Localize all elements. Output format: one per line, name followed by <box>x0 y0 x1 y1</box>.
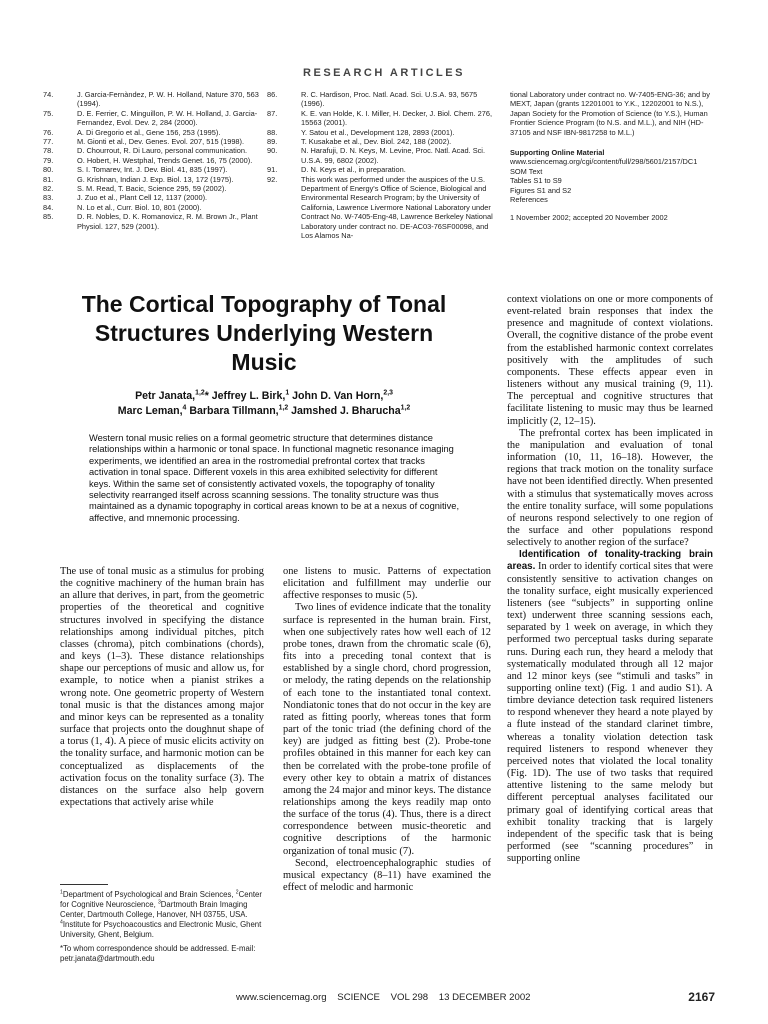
reference-text: N. Harafuji, D. N. Keys, M. Levine, Proc. Natl. Acad. Sci. U.S.A. 99, 6802 (2002). <box>301 146 486 165</box>
reference-entry <box>267 174 496 241</box>
reference-entry <box>43 174 270 184</box>
reference-text: Y. Satou et al., Development 128, 2893 (2001). <box>301 127 455 137</box>
reference-entry <box>267 165 496 175</box>
reference-number: 75. <box>43 108 54 118</box>
correspondence-note: *To whom correspondence should be addressed. E-mail: petr.janata@dartmouth.edu <box>60 944 256 963</box>
reference-text: G. Krishnan, Indian J. Exp. Biol. 13, 172 (1975). <box>77 174 234 184</box>
reference-number: 79. <box>43 155 54 165</box>
reference-entry <box>43 90 270 109</box>
footer-journal-line: www.sciencemag.org SCIENCE VOL 298 13 DECEMBER 2002 <box>236 992 531 1003</box>
reference-text: S. I. Tomarev, Int. J. Dev. Biol. 41, 835 (1997). <box>77 165 228 175</box>
body-paragraph: context violations on one or more components of event-related brain responses that index the presence and magnitude of context violations. Overall, the cognitive distance of the probe event from the established harmonic context correlates positively with the amplitudes of such components. These effects appear even in listeners without any musical training (9, 11). The perceptual and cognitive structures that facilitate listening to music may thus be learned implicitly (2, 12–15). <box>507 294 713 427</box>
reference-entry <box>43 127 270 137</box>
body-paragraph: The use of tonal music as a stimulus for probing the cognitive machinery of the human brain has an allure that derives, in part, from the geometric properties of the theoretical and cognitive structures involved in specifying the distance relationships among individual pitches, pitch classes (chroma), pitch combinations (chords), and keys (1–3). These distance relationships shape our perceptions of music and allow us, for example, to notice when a pianist strikes a wrong note. One geometric property of Western tonal music is that the distances among major and minor keys can be represented as a tonality surface that projects onto the doughnut shape of a torus (1, 4). A piece of music elicits activity on the tonality surface, and harmonic motion can be conceptualized as displacements of the activation focus on the tonality surface (3). The distances on the surface also help govern expectations that actively arise while <box>60 566 264 808</box>
reference-number: 92. <box>267 174 278 184</box>
running-header: RESEARCH ARTICLES <box>303 67 465 79</box>
reference-text: T. Kusakabe et al., Dev. Biol. 242, 188 (2002). <box>301 137 452 147</box>
reference-entry <box>267 137 496 147</box>
reference-entry <box>43 202 270 212</box>
body-paragraph: one listens to music. Patterns of expectation elicitation and fulfillment may underlie our affective responses to music (5). <box>283 566 491 602</box>
affiliations: $^1$Department of Psychological and Brain Sciences, $^2$Center for Cognitive Neuroscience, $^3$Dartmouth Brain Imaging Center, Dartmouth College, Hanover, NH 03755, USA. $^4$Institute for Psychoacoustics and Electronic Music, Ghent University, Ghent, Belgium. <box>60 889 262 939</box>
reference-number: 77. <box>43 137 54 147</box>
section-heading: Identification of tonality-tracking brain areas. <box>507 549 713 573</box>
reference-entry <box>267 108 496 128</box>
body-column-left <box>60 566 264 809</box>
article-title: The Cortical Topography of Tonal Structures Underlying Western Music <box>81 291 447 375</box>
reference-number: 84. <box>43 202 54 212</box>
reference-number: 81. <box>43 174 54 184</box>
acknowledgments-som-column <box>510 90 715 223</box>
reference-entry <box>43 137 270 147</box>
acknowledgments-continuation: tional Laboratory under contract no. W-7405-ENG-36; and by MEXT, Japan (grants 12201001 to Y.K., 12202001 to N.S.), Japan Society for the Promotion of Science (to Y.S.), Human Frontier Science Program (to N.S. and M.L.), and NIH (HD-37105 and NSF IBN-9817258 to M.L.) <box>510 90 710 137</box>
reference-entry <box>43 184 270 194</box>
reference-entry <box>43 193 270 203</box>
references-column-1 <box>43 90 270 231</box>
som-line[interactable]: www.sciencemag.org/cgi/content/full/298/5601/2157/DC1 <box>510 157 698 167</box>
authors-line-1: Petr Janata,$^{1,2}$* Jeffrey L. Birk,$^1$ John D. Van Horn,$^{2,3}$ <box>135 389 393 402</box>
reference-number: 90. <box>267 146 278 156</box>
reference-text: A. Di Gregorio et al., Gene 156, 253 (1995). <box>77 127 221 137</box>
reference-text: D. R. Nobles, D. K. Romanovicz, R. M. Brown Jr., Plant Physiol. 127, 529 (2001). <box>77 212 258 231</box>
reference-number: 74. <box>43 90 54 99</box>
reference-text: K. E. van Holde, K. I. Miller, H. Decker, J. Biol. Chem. 276, 15563 (2001). <box>301 108 492 128</box>
reference-number: 91. <box>267 165 278 175</box>
reference-number: 82. <box>43 184 54 194</box>
reference-entry <box>267 90 496 109</box>
reference-number: 88. <box>267 127 278 137</box>
reference-text: R. C. Hardison, Proc. Natl. Acad. Sci. U.S.A. 93, 5675 (1996). <box>301 90 478 109</box>
received-accepted-dates: 1 November 2002; accepted 20 November 2002 <box>510 213 668 223</box>
reference-entry <box>267 127 496 137</box>
reference-entry <box>43 146 270 156</box>
reference-entry <box>43 155 270 165</box>
page-number: 2167 <box>688 990 715 1004</box>
reference-text: J. Garcia-Fernàndez, P. W. H. Holland, Nature 370, 563 (1994). <box>77 90 259 109</box>
reference-entry <box>43 212 270 231</box>
som-title: Supporting Online Material <box>510 148 605 158</box>
som-line: SOM Text <box>510 166 543 176</box>
reference-number: 80. <box>43 165 54 175</box>
references-column-2 <box>267 90 496 241</box>
reference-number: 76. <box>43 127 54 137</box>
reference-number: 85. <box>43 212 54 222</box>
som-line: References <box>510 195 548 205</box>
authors-line-2: Marc Leman,$^4$ Barbara Tillmann,$^{1,2}$ Jamshed J. Bharucha$^{1,2}$ <box>117 404 411 417</box>
som-line: Figures S1 and S2 <box>510 185 572 195</box>
body-paragraph: The prefrontal cortex has been implicated in the manipulation and evaluation of tonal information (10, 11, 16–18). However, the regions that track motion on the tonality surface have not been identified directly. When presented with a stimulus that systematically moves across the entire tonality surface, will some populations of neurons respond selectively to one region of the surface and other populations respond selectively to another region of the surface? <box>507 427 714 549</box>
footnotes <box>60 890 272 968</box>
section-text: In order to identify cortical sites that were consistently sensitive to activation changes on the tonality surface, eight musically experienced listeners (see “subjects” in supporting online text) underwent three scanning sessions each, separated by 1 week on average, in which they performed two perceptual tasks during separate runs. During each run, they heard a melody that systematically modulated through all 12 major and 12 minor keys (see “stimuli and tasks” in supporting online text) (Fig. 1 and audio S1). A timbre deviance detection task required listeners to respond whenever they heard a note played by a flute instead of the standard clarinet timbre, whereas a tonality violation detection task required listeners to respond whenever they perceived notes that violated the local tonality (Fig. 1D). The use of two tasks that required attentive listening to the same melody but different perceptual analyses facilitated our primary goal of identifying cortical areas that exhibit tonality tracking that is largely independent of the specific task that is being performed (see “scanning procedures” in supporting online <box>507 561 713 865</box>
reference-entry <box>43 165 270 175</box>
reference-text: D. N. Keys et al., in preparation. <box>301 165 406 175</box>
reference-text: S. M. Read, T. Bacic, Science 295, 59 (2002). <box>77 184 227 194</box>
author-list <box>60 389 468 419</box>
reference-entry <box>43 108 270 128</box>
reference-text: D. Chourrout, R. Di Lauro, personal communication. <box>77 146 248 156</box>
reference-number: 78. <box>43 146 54 156</box>
body-column-middle <box>283 566 491 894</box>
reference-entry <box>267 146 496 165</box>
reference-text: O. Hobert, H. Westphal, Trends Genet. 16, 75 (2000). <box>77 155 253 165</box>
footnote-divider <box>60 884 108 885</box>
body-paragraph: Second, electroencephalographic studies of musical expectancy (8–11) have examined the effect of melodic and harmonic <box>283 857 491 894</box>
body-column-right <box>507 294 713 865</box>
reference-number: 87. <box>267 108 278 118</box>
reference-text: D. E. Ferrier, C. Minguillon, P. W. H. Holland, J. Garcia-Fernandez, Evol. Dev. 2, 284 (2000). <box>77 108 258 128</box>
body-paragraph: Two lines of evidence indicate that the tonality surface is represented in the human brain. First, when one subjectively rates how well each of 12 probe tones, drawn from the chromatic scale (6), fits into a preceding tonal context that is established by a single chord, chord progression, or melody, the rating depends on the relationship of each tone to the instantiated tonal context. Nondiatonic tones that do not occur in the key are rated as fitting poorly, whereas tones that form part of the tonic triad (the defining chord of the key) are judged as fitting best (2). Probe-tone profiles obtained in this manner for each key can then be correlated with the probe-tone profile of every other key to obtain a matrix of distances among the 24 major and minor keys. The distance relationships among the keys readily map onto the surface of the torus (4). Thus, there is a direct correspondence between music-theoretic and cognitive descriptions of the harmonic organization of tonal music (7). <box>283 602 491 857</box>
som-line: Tables S1 to S9 <box>510 176 562 186</box>
reference-number: 83. <box>43 193 54 203</box>
reference-text: N. Lo et al., Curr. Biol. 10, 801 (2000). <box>77 202 202 212</box>
body-paragraph <box>507 549 713 865</box>
reference-text: This work was performed under the auspices of the U.S. Department of Energy's Office of Science, Biological and Environmental Research Program; by the University of California, Lawrence Livermore National Laboratory under Contract No. W-7405-Eng-48, Lawrence Berkeley National Laboratory under contract no. DE-AC03-76SF00098, and Los Alamos Na- <box>301 174 493 241</box>
reference-text: M. Gionti et al., Dev. Genes. Evol. 207, 515 (1998). <box>77 137 245 147</box>
abstract: Western tonal music relies on a formal geometric structure that determines distance relationships within a harmonic or tonal space. In functional magnetic resonance imaging experiments, we identified an area in the rostromedial prefrontal cortex that tracks activation in tonal space. Different voxels in this area exhibited selectivity for different keys. Within the same set of consistently activated voxels, the topography of tonality selectivity rearranged itself across scanning sessions. The tonality structure was thus maintained as a dynamic topography in cortical areas known to be at a nexus of cognitive, affective, and mnemonic processing. <box>89 433 460 523</box>
reference-number: 86. <box>267 90 278 99</box>
reference-text: J. Zuo et al., Plant Cell 12, 1137 (2000). <box>77 193 208 203</box>
reference-number: 89. <box>267 137 278 147</box>
